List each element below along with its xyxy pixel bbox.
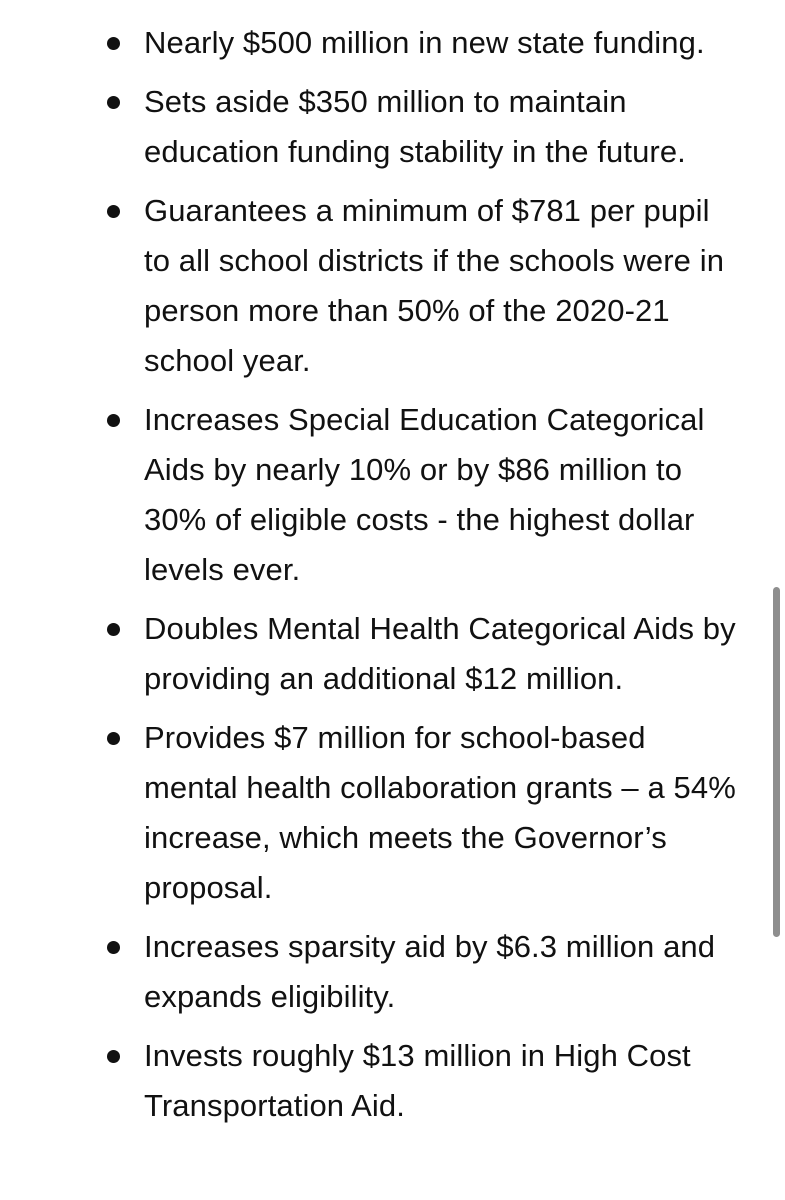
list-item-text: Provides $7 million for school-based mental health collaboration grants – a 54% increase, which meets the Governor’s proposal. bbox=[144, 720, 736, 905]
list-item-text: Doubles Mental Health Categorical Aids by providing an additional $12 million. bbox=[144, 611, 736, 696]
list-item-text: Guarantees a minimum of $781 per pupil to all school districts if the schools were in person more than 50% of the 2020-21 school year. bbox=[144, 193, 725, 378]
list-item bbox=[0, 604, 785, 704]
list-item bbox=[0, 922, 785, 1022]
article-body bbox=[0, 18, 785, 1140]
list-item-text: Increases sparsity aid by $6.3 million and expands eligibility. bbox=[144, 929, 716, 1014]
list-item bbox=[0, 186, 785, 386]
bullet-icon bbox=[107, 414, 120, 427]
list-item-text: Sets aside $350 million to maintain education funding stability in the future. bbox=[144, 84, 686, 169]
list-item bbox=[0, 18, 785, 68]
bullet-icon bbox=[107, 623, 120, 636]
list-item-text: Increases Special Education Categorical Aids by nearly 10% or by $86 million to 30% of eligible costs - the highest dollar levels ever. bbox=[144, 402, 705, 587]
bullet-icon bbox=[107, 37, 120, 50]
bullet-icon bbox=[107, 205, 120, 218]
list-item bbox=[0, 395, 785, 595]
bullet-icon bbox=[107, 941, 120, 954]
bullet-list bbox=[0, 18, 785, 1131]
list-item-text: Invests roughly $13 million in High Cost Transportation Aid. bbox=[144, 1038, 691, 1123]
bullet-icon bbox=[107, 1050, 120, 1063]
list-item-text: Nearly $500 million in new state funding. bbox=[144, 25, 705, 60]
bullet-icon bbox=[107, 96, 120, 109]
list-item bbox=[0, 77, 785, 177]
bullet-icon bbox=[107, 732, 120, 745]
list-item bbox=[0, 1031, 785, 1131]
scrollbar-thumb[interactable] bbox=[773, 587, 780, 937]
list-item bbox=[0, 713, 785, 913]
